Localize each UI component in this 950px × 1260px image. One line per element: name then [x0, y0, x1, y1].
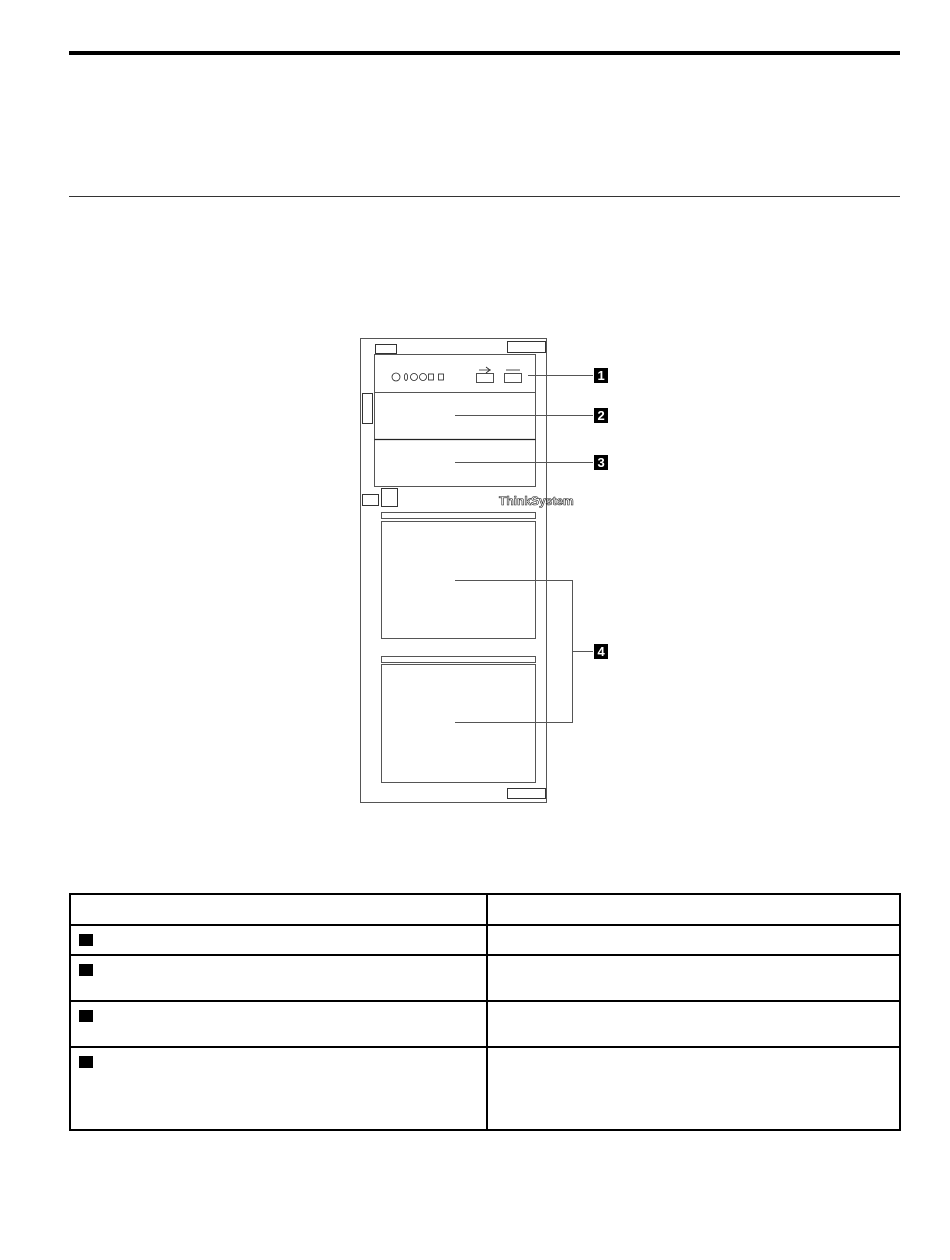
table-row: [70, 925, 900, 955]
table-cell-description: [487, 955, 900, 1001]
top-right-tab: [508, 342, 546, 353]
table-cell-callout: [70, 1001, 487, 1047]
side-latch: [363, 394, 373, 424]
table-header-callout: [70, 894, 487, 925]
callout-marker-2: [79, 964, 93, 976]
table-header-row: [70, 894, 900, 925]
drive-cage-1-rail: [382, 513, 536, 519]
key-lock: [363, 495, 379, 506]
table-cell-callout: [70, 925, 487, 955]
table-cell-description: [487, 1001, 900, 1047]
table-cell-description: [487, 925, 900, 955]
drive-cage-2-rail: [382, 657, 536, 663]
table-row: [70, 1047, 900, 1130]
drive-cage-2: [382, 665, 536, 783]
top-left-tab: [376, 345, 397, 354]
table-row: [70, 1001, 900, 1047]
leader-lines: [455, 376, 593, 723]
callout-2: [594, 408, 608, 423]
svg-text:4: 4: [597, 644, 605, 659]
callout-marker-1: [79, 934, 93, 946]
brand-logo: ThinkSystem: [499, 494, 574, 508]
callout-marker-3: [79, 1010, 93, 1022]
bottom-tab: [508, 789, 546, 799]
usb-port-icons: [477, 367, 522, 383]
parts-table: [69, 893, 901, 1131]
svg-text:1: 1: [597, 368, 605, 383]
lock-plate: [382, 489, 398, 507]
table-cell-callout: [70, 1047, 487, 1130]
status-led-icons: [392, 373, 444, 381]
table-row: [70, 955, 900, 1001]
chassis-outline: [361, 339, 547, 803]
table-cell-callout: [70, 955, 487, 1001]
svg-text:2: 2: [597, 408, 605, 423]
callout-1: [594, 368, 608, 383]
callout-marker-4: [79, 1056, 93, 1068]
table-cell-description: [487, 1047, 900, 1130]
table-header-description: [487, 894, 900, 925]
callout-4: [594, 644, 608, 659]
callout-3: [594, 455, 608, 470]
svg-text:3: 3: [597, 455, 605, 470]
